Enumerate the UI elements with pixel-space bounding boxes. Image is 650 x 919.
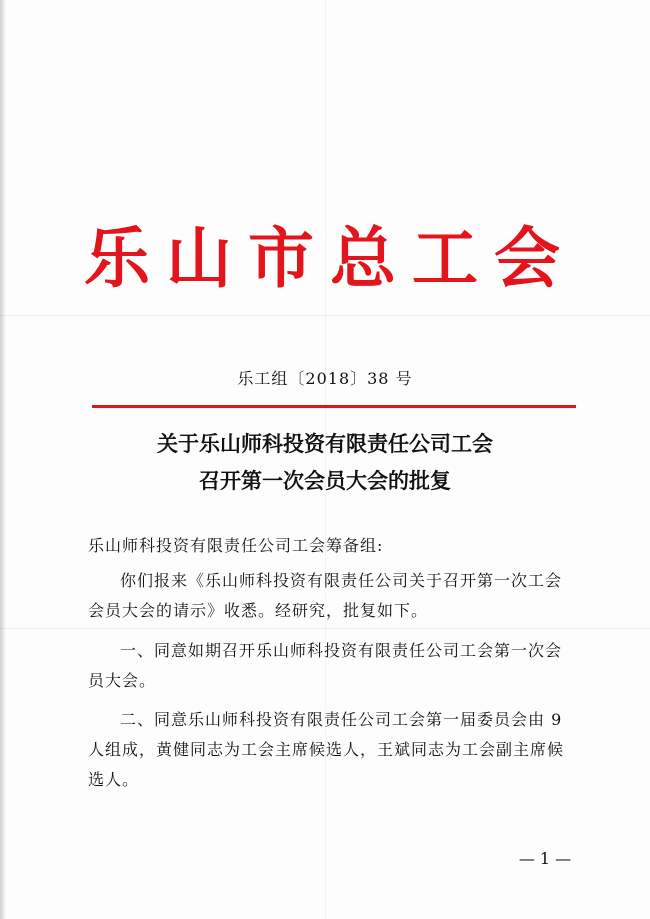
paragraph-line: 员大会。: [88, 671, 157, 690]
paragraph-line: 二、同意乐山师科投资有限责任公司工会第一届委员会由 9: [120, 710, 563, 729]
body-paragraph: [88, 566, 593, 626]
paragraph-line: 你们报来《乐山师科投资有限责任公司关于召开第一次工会: [120, 571, 563, 590]
page-number: — 1 —: [518, 849, 572, 868]
paragraph-line: 会员大会的请示》收悉。经研究，批复如下。: [88, 601, 429, 620]
title-line: 关于乐山师科投资有限责任公司工会: [157, 431, 493, 456]
paragraph-line: 人组成，黄健同志为工会主席候选人，王斌同志为工会副主席候: [88, 740, 565, 759]
body-paragraph: [88, 636, 593, 696]
red-separator-line: [92, 405, 576, 408]
document-number: 乐工组〔2018〕38 号: [237, 369, 413, 388]
paragraph-line: 一、同意如期召开乐山师科投资有限责任公司工会第一次会: [120, 641, 563, 660]
body-paragraph: [88, 705, 593, 795]
title-line: 召开第一次会员大会的批复: [199, 468, 451, 493]
recipient-line: 乐山师科投资有限责任公司工会筹备组:: [88, 536, 384, 555]
paragraph-line: 选人。: [88, 770, 140, 789]
document-title: [0, 425, 650, 499]
issuing-organization-header: 乐山市总工会: [84, 219, 576, 297]
